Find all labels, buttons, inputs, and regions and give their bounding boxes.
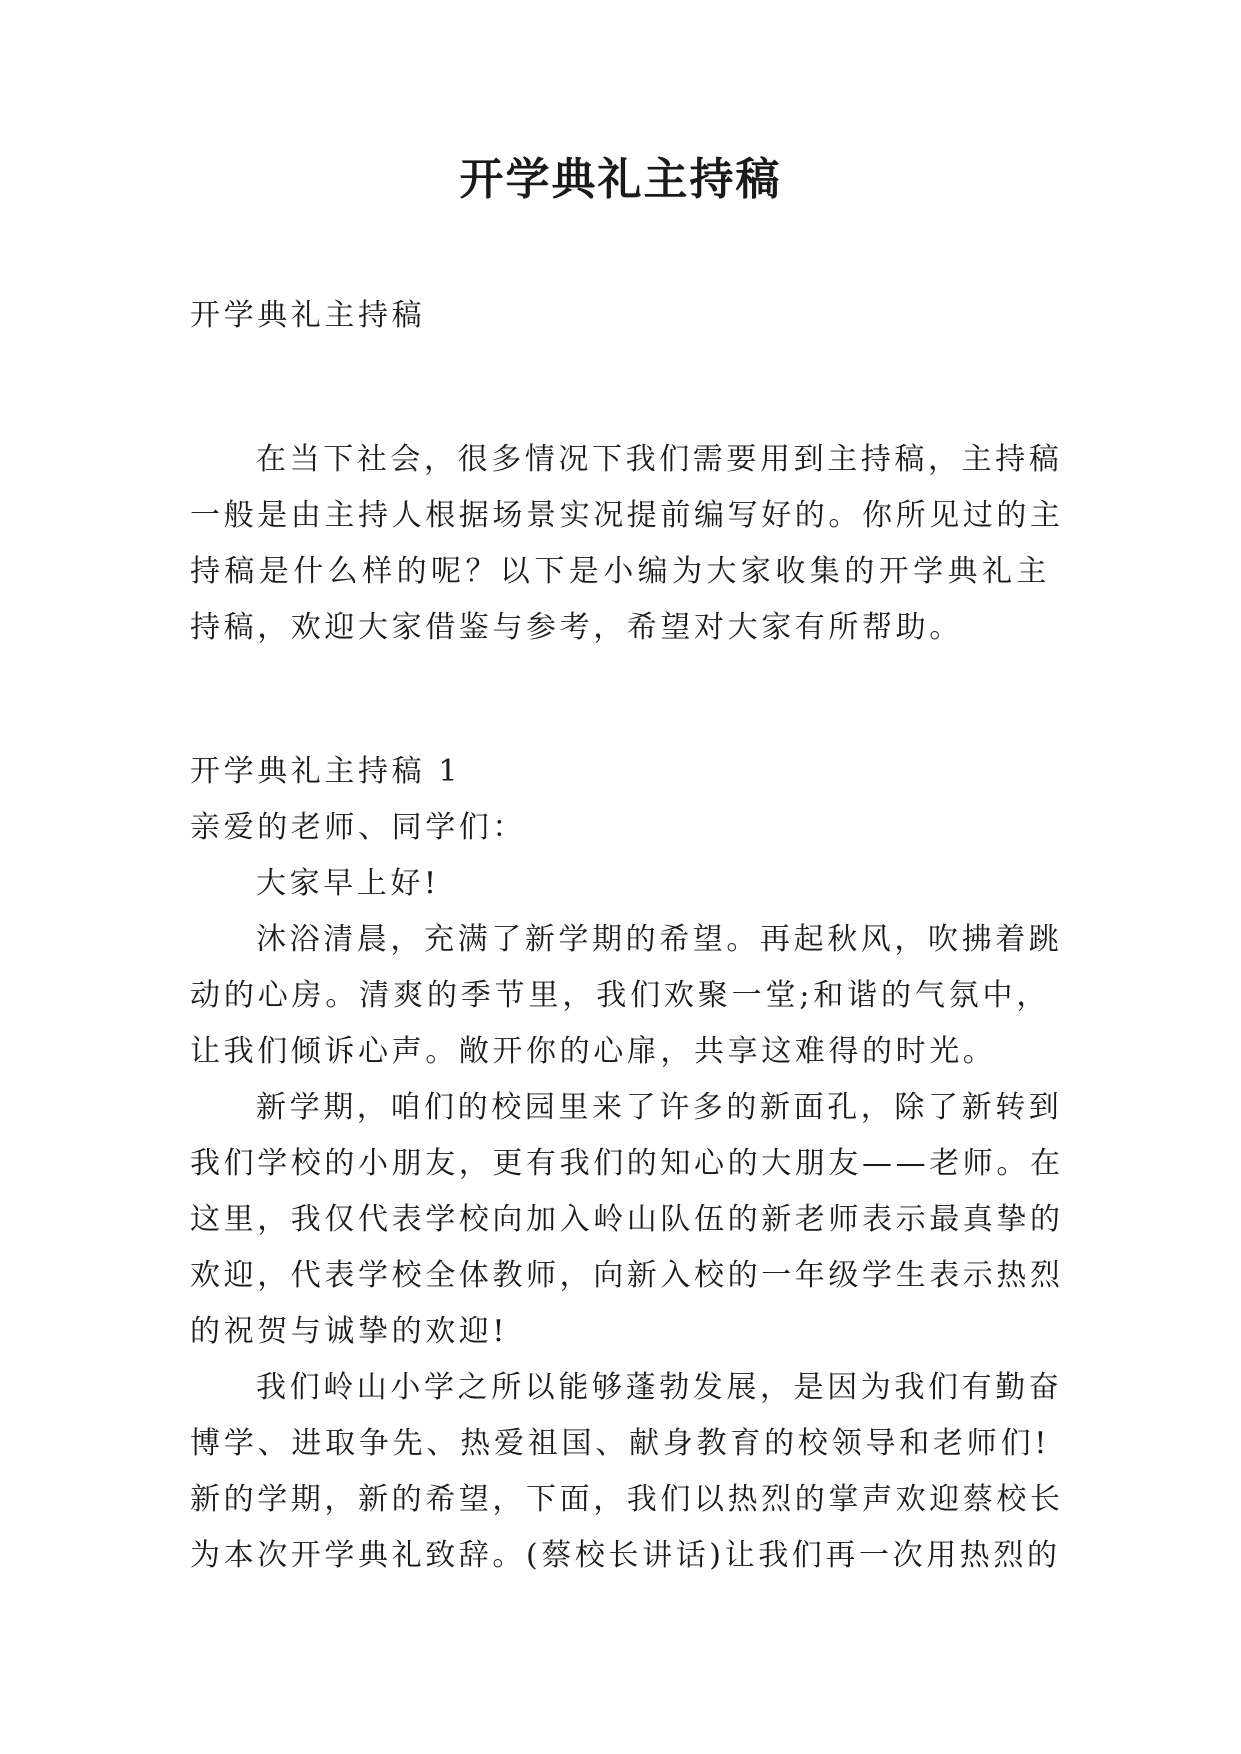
paragraph-3 (190, 1360, 1064, 1584)
paragraph-line: 我们学校的小朋友，更有我们的知心的大朋友——老师。在 (190, 1146, 1064, 1181)
paragraph-line: 新学期，咱们的校园里来了许多的新面孔，除了新转到 (256, 1090, 1063, 1125)
paragraph-line: 沐浴清晨，充满了新学期的希望。再起秋风，吹拂着跳 (256, 922, 1063, 957)
paragraph-line: 新的学期，新的希望，下面，我们以热烈的掌声欢迎蔡校长 (190, 1482, 1064, 1517)
paragraph-line: 动的心房。清爽的季节里，我们欢聚一堂;和谐的气氛中， (190, 978, 1050, 1013)
document-title: 开学典礼主持稿 (459, 154, 782, 205)
paragraph-line: 一般是由主持人根据场景实况提前编写好的。你所见过的主 (190, 498, 1064, 533)
greeting: 大家早上好! (256, 866, 440, 901)
paragraph-1 (190, 912, 1063, 1080)
paragraph-line: 这里，我仅代表学校向加入岭山队伍的新老师表示最真挚的 (190, 1202, 1064, 1237)
paragraph-line: 欢迎，代表学校全体教师，向新入校的一年级学生表示热烈 (190, 1258, 1064, 1293)
intro-paragraph (190, 432, 1064, 656)
paragraph-2 (190, 1080, 1064, 1360)
paragraph-line: 在当下社会，很多情况下我们需要用到主持稿，主持稿 (256, 442, 1063, 477)
paragraph-line: 让我们倾诉心声。敞开你的心扉，共享这难得的时光。 (190, 1034, 997, 1069)
paragraph-line: 为本次开学典礼致辞。(蔡校长讲话)让我们再一次用热烈的 (190, 1538, 1061, 1573)
section-heading: 开学典礼主持稿 1 (190, 754, 462, 789)
paragraph-line: 我们岭山小学之所以能够蓬勃发展，是因为我们有勤奋 (256, 1370, 1063, 1405)
salutation: 亲爱的老师、同学们： (190, 810, 526, 845)
paragraph-line: 持稿，欢迎大家借鉴与参考，希望对大家有所帮助。 (190, 610, 963, 645)
paragraph-line: 持稿是什么样的呢？以下是小编为大家收集的开学典礼主 (190, 554, 1050, 589)
document-body (190, 288, 1064, 1584)
paragraph-line: 博学、进取争先、热爱祖国、献身教育的校领导和老师们! (190, 1426, 1050, 1461)
paragraph-line: 的祝贺与诚挚的欢迎! (190, 1314, 509, 1349)
document-subtitle: 开学典礼主持稿 (190, 298, 426, 333)
